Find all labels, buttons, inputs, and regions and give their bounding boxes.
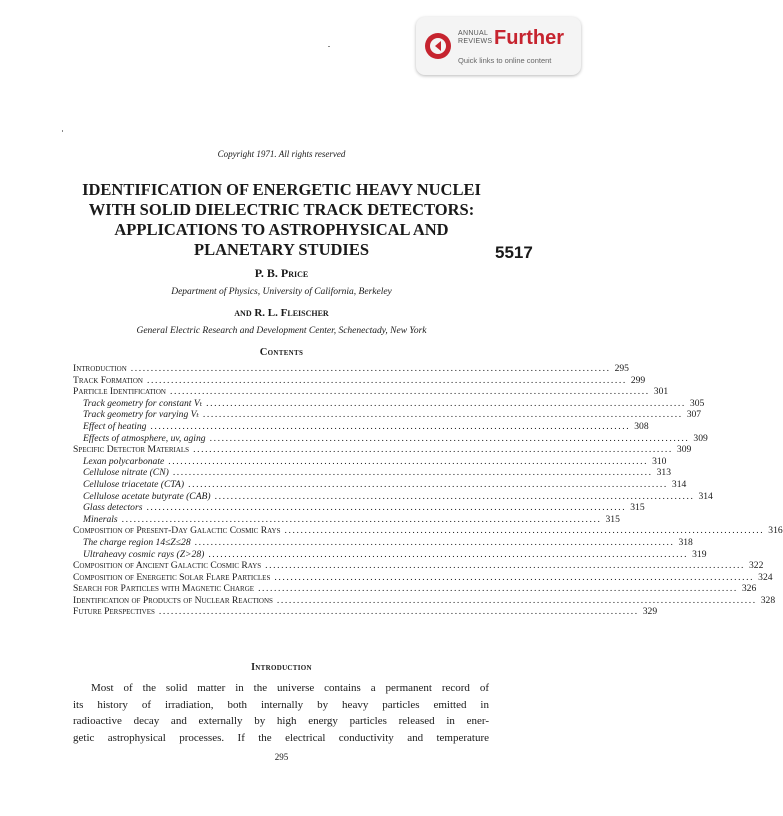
toc-entry-page: 322	[748, 560, 764, 572]
toc-leader-dots: ........................................................................................................................	[258, 583, 738, 595]
toc-entry	[73, 536, 693, 549]
further-label: Further	[494, 27, 564, 49]
toc-entry-page: 301	[653, 386, 669, 398]
annual-label: ANNUAL	[458, 30, 489, 37]
toc-entry	[73, 374, 646, 387]
toc-entry-label: The charge region 14≤Z≤28	[83, 536, 191, 548]
toc-leader-dots: ........................................................................................................................	[202, 409, 683, 421]
toc-leader-dots: ........................................................................................................................	[209, 432, 690, 444]
toc-leader-dots: ........................................................................................................................	[150, 420, 631, 432]
affiliation-berkeley: Department of Physics, University of California, Berkeley	[171, 287, 392, 297]
toc-entry-page: 308	[634, 420, 649, 432]
toc-entry-page: 315	[605, 513, 620, 525]
toc-entry-page: 310	[652, 455, 667, 467]
toc-entry-label: Glass detectors	[83, 502, 143, 514]
toc-entry-label: Identification of Products of Nuclear Reactions	[73, 594, 273, 606]
annual-reviews-further-badge[interactable]	[416, 17, 581, 75]
toc-entry-page: 314	[671, 478, 687, 490]
toc-entry-page: 324	[758, 571, 773, 583]
affiliation-ge: General Electric Research and Development Center, Schenectady, New York	[136, 326, 427, 336]
toc-entry-label: Composition of Present-Day Galactic Cosmic Rays	[73, 525, 281, 537]
toc-entry-label: Effects of atmosphere, uv, aging	[83, 432, 206, 444]
author-price: P. B. Price	[254, 266, 309, 280]
toc-entry	[73, 455, 667, 468]
title-line: IDENTIFICATION OF ENERGETIC HEAVY NUCLEI	[82, 180, 481, 199]
introduction-heading: Introduction	[251, 662, 312, 673]
toc-entry-label: Cellulose acetate butyrate (CAB)	[83, 490, 211, 502]
toc-entry	[73, 420, 649, 433]
toc-leader-dots: ........................................................................................................................	[208, 548, 689, 560]
contents-heading: Contents	[259, 347, 304, 358]
toc-entry-page: 309	[676, 444, 692, 456]
toc-leader-dots: ........................................................................................................................	[158, 606, 639, 618]
toc-entry-page: 316	[768, 525, 783, 537]
toc-leader-dots: ........................................................................................................................	[147, 374, 627, 386]
toc-entry-label: Lexan polycarbonate	[83, 455, 165, 467]
body-line: getic astrophysical processes. If the electrical conductivity and temperature	[73, 731, 489, 744]
toc-entry	[73, 513, 620, 526]
author-fleischer: and R. L. Fleischer	[234, 307, 329, 319]
toc-entry	[73, 606, 658, 618]
toc-entry-label: Composition of Energetic Solar Flare Particles	[73, 571, 271, 583]
title-line: PLANETARY STUDIES	[194, 240, 369, 259]
toc-entry-label: Track geometry for constant Vₜ	[83, 397, 203, 409]
toc-entry	[73, 525, 783, 537]
toc-entry	[73, 548, 707, 561]
toc-leader-dots: ........................................................................................................................	[188, 478, 668, 490]
toc-entry-label: Minerals	[83, 513, 118, 525]
body-line: its history of irradiation, both internally by heavy particles emitted in	[73, 698, 489, 711]
toc-leader-dots: ........................................................................................................................	[265, 560, 745, 572]
toc-entry-label: Particle Identification	[73, 386, 166, 398]
toc-entry-page: 329	[642, 606, 658, 618]
toc-leader-dots: ........................................................................................................................	[194, 536, 675, 548]
toc-leader-dots: ........................................................................................................................	[193, 444, 673, 456]
introduction-body	[73, 680, 489, 746]
article-title	[0, 180, 563, 260]
toc-entry-label: Specific Detector Materials	[73, 444, 190, 456]
toc-entry	[73, 490, 713, 503]
title-line: WITH SOLID DIELECTRIC TRACK DETECTORS:	[88, 200, 475, 219]
annual-reviews-wordmark	[458, 30, 492, 46]
toc-leader-dots: ........................................................................................................................	[214, 490, 695, 502]
reviews-label: REVIEWS	[458, 38, 493, 45]
toc-entry	[73, 409, 702, 421]
further-subtitle: Quick links to online content	[458, 56, 552, 65]
toc-entry-page: 326	[741, 583, 757, 595]
toc-entry	[73, 432, 708, 445]
table-of-contents	[73, 363, 783, 618]
scan-speck	[62, 130, 63, 132]
toc-entry	[73, 467, 672, 479]
toc-entry-label: Composition of Ancient Galactic Cosmic Rays	[73, 560, 262, 572]
toc-entry	[73, 363, 629, 375]
toc-leader-dots: ........................................................................................................................	[168, 455, 649, 467]
toc-leader-dots: ........................................................................................................................	[276, 594, 757, 606]
toc-entry-label: Search for Particles with Magnetic Charge	[73, 583, 255, 595]
toc-entry	[73, 560, 764, 572]
toc-entry	[73, 571, 773, 584]
toc-entry-page: 328	[760, 594, 776, 606]
toc-entry	[73, 502, 645, 514]
toc-entry-label: Track Formation	[73, 374, 143, 386]
toc-entry-page: 315	[630, 502, 645, 514]
toc-entry-label: Introduction	[73, 363, 127, 374]
reference-stamp: 5517	[495, 243, 533, 262]
body-line: Most of the solid matter in the universe contains a permanent record of	[91, 682, 489, 694]
toc-entry-page: 313	[656, 467, 672, 479]
scan-speck	[328, 46, 330, 47]
further-logo-icon	[424, 32, 452, 60]
page-number: 295	[274, 752, 289, 762]
toc-leader-dots: ........................................................................................................................	[130, 363, 611, 374]
toc-entry-page: 309	[693, 432, 708, 444]
toc-entry-label: Cellulose nitrate (CN)	[83, 467, 169, 479]
toc-entry-page: 319	[692, 548, 707, 560]
toc-leader-dots: ........................................................................................................................	[284, 525, 765, 537]
toc-entry-page: 314	[698, 490, 713, 502]
toc-leader-dots: ........................................................................................................................	[172, 467, 653, 479]
toc-entry-label: Future Perspectives	[73, 606, 155, 618]
toc-entry-label: Ultraheavy cosmic rays (Z>28)	[83, 548, 205, 560]
toc-entry-label: Cellulose triacetate (CTA)	[83, 478, 185, 490]
toc-leader-dots: ........................................................................................................................	[274, 571, 755, 583]
toc-entry	[73, 397, 705, 410]
title-line: APPLICATIONS TO ASTROPHYSICAL AND	[114, 220, 449, 239]
toc-entry-page: 318	[678, 536, 693, 548]
toc-entry-page: 299	[630, 374, 646, 386]
toc-entry	[73, 583, 757, 595]
toc-entry	[73, 444, 692, 456]
toc-leader-dots: ........................................................................................................................	[206, 397, 686, 409]
toc-leader-dots: ........................................................................................................................	[121, 513, 602, 525]
toc-entry-page: 307	[686, 409, 702, 421]
toc-leader-dots: ........................................................................................................................	[146, 502, 627, 514]
copyright-notice: Copyright 1971. All rights reserved	[217, 149, 346, 159]
toc-entry-page: 295	[614, 363, 629, 374]
toc-entry-page: 305	[689, 397, 705, 409]
toc-entry	[73, 594, 776, 607]
toc-entry	[73, 386, 669, 398]
toc-entry-label: Effect of heating	[83, 420, 147, 432]
toc-leader-dots: ........................................................................................................................	[169, 386, 650, 398]
body-line: radioactive decay and externally by high energy particles released in ener-	[73, 715, 489, 727]
toc-entry	[73, 478, 687, 491]
toc-entry-label: Track geometry for varying Vₜ	[83, 409, 199, 421]
